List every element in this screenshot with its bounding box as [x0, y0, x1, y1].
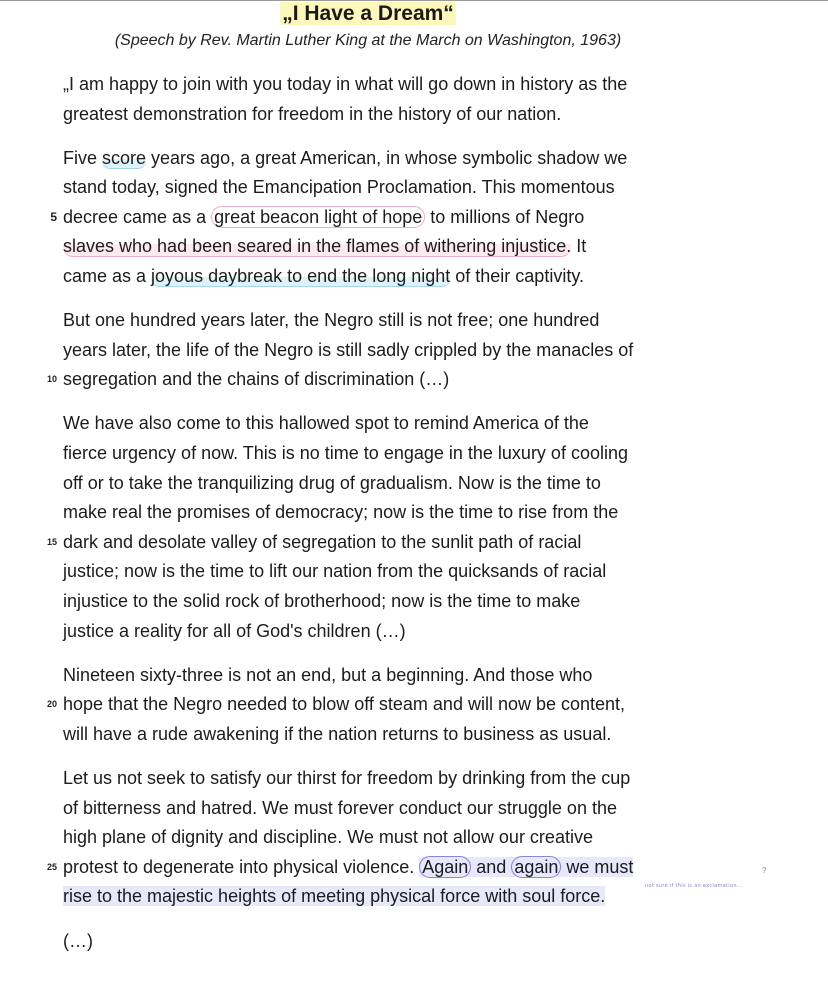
highlight-daybreak: joyous daybreak to end the long night	[151, 266, 451, 287]
margin-question-mark: ?	[762, 866, 767, 875]
text-line: years later, the life of the Negro is still sadly crippled by the manacles of	[63, 339, 634, 360]
text-line	[63, 262, 723, 292]
line-number-25: 25	[46, 861, 57, 872]
line-number-10: 10	[46, 374, 57, 385]
text-segment: dark and desolate valley of segregation to the sunlit path of racial	[63, 531, 582, 552]
text-line: stand today, signed the Emancipation Proclamation. This momentous	[63, 177, 615, 198]
paragraph-2	[50, 144, 723, 292]
text-segment: It	[571, 236, 587, 257]
circled-again-1: Again	[419, 856, 471, 878]
text-line	[46, 365, 723, 395]
text-line	[63, 882, 723, 912]
text-line: Nineteen sixty-three is not an end, but a beginning. And those who	[63, 664, 593, 685]
text-line	[63, 232, 723, 262]
text-segment: and	[471, 856, 512, 877]
text-segment: segregation and the chains of discrimination (…)	[63, 369, 450, 390]
text-line: high plane of dignity and discipline. We must not allow our creative	[63, 827, 593, 848]
paragraph-3	[46, 306, 723, 395]
page-title	[0, 1, 736, 27]
title-text: „I Have a Dream“	[282, 2, 454, 25]
line-number-15: 15	[46, 536, 57, 547]
text-segment: decree came as a	[63, 206, 212, 227]
text-line: of bitterness and hatred. We must forever conduct our struggle on the	[63, 797, 617, 818]
text-line: But one hundred years later, the Negro still is not free; one hundred	[63, 310, 600, 331]
text-line: Let us not seek to satisfy our thirst for freedom by drinking from the cup	[63, 767, 631, 788]
highlight-majestic: rise to the majestic heights of meeting physical force with soul force.	[63, 886, 606, 907]
line-number-5: 5	[50, 209, 57, 224]
text-line	[46, 528, 723, 558]
text-line	[46, 690, 723, 720]
paragraph-4	[46, 409, 723, 646]
text-line: greatest demonstration for freedom in the history of our nation.	[63, 103, 562, 124]
text-segment: to millions of Negro	[425, 206, 585, 227]
text-segment: came as a	[63, 266, 152, 287]
text-line: justice; now is the time to lift our nation from the quicksands of racial	[63, 561, 607, 582]
highlight-beacon: great beacon light of hope	[211, 206, 425, 228]
text-line	[46, 853, 723, 883]
text-line: „I am happy to join with you today in what will go down in history as the	[63, 74, 628, 94]
text-line	[50, 203, 723, 233]
margin-annotation: not sure if this is an exclamation...	[645, 883, 743, 889]
text-line	[63, 144, 723, 174]
text-line: will have a rude awakening if the nation returns to business as usual.	[63, 723, 612, 744]
text-segment: years ago, a great American, in whose symbolic shadow we	[146, 147, 628, 168]
speech-body	[46, 70, 723, 926]
text-segment: we must	[561, 856, 634, 877]
text-line: justice a reality for all of God's children (…)	[63, 620, 406, 641]
text-segment: protest to degenerate into physical violence.	[63, 856, 420, 877]
text-line: injustice to the solid rock of brotherhood; now is the time to make	[63, 591, 581, 611]
paragraph-6	[46, 764, 723, 912]
page-subtitle: (Speech by Rev. Martin Luther King at the March on Washington, 1963)	[114, 32, 622, 49]
text-segment: of their captivity.	[450, 266, 584, 287]
highlight-seared: slaves who had been seared in the flames of withering injustice.	[63, 236, 572, 257]
circled-again-2: again	[511, 856, 561, 878]
line-number-20: 20	[46, 699, 57, 710]
closing-ellipsis: (…)	[63, 931, 93, 951]
text-segment: Five	[63, 147, 103, 168]
text-segment: hope that the Negro needed to blow off steam and will now be content,	[63, 694, 626, 715]
text-line: fierce urgency of now. This is no time to engage in the luxury of cooling	[63, 443, 628, 464]
paragraph-5	[46, 661, 723, 750]
text-line: We have also come to this hallowed spot to remind America of the	[63, 413, 589, 434]
highlight-score: score	[102, 147, 147, 168]
text-line: off or to take the tranquilizing drug of gradualism. Now is the time to	[63, 472, 601, 493]
text-line: make real the promises of democracy; now is the time to rise from the	[63, 502, 619, 523]
paragraph-1	[63, 70, 723, 129]
